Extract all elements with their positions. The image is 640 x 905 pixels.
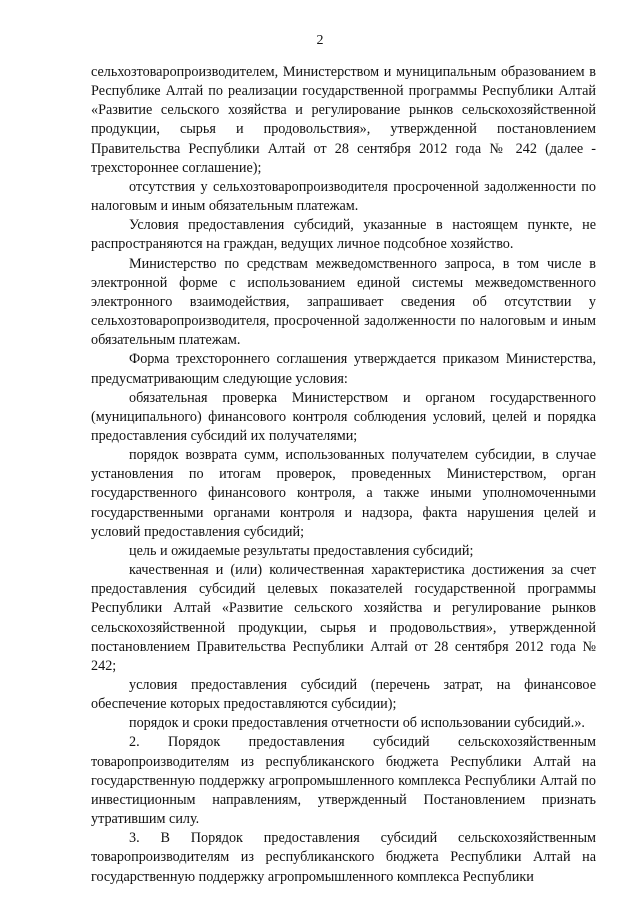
paragraph: качественная и (или) количественная характеристика достижения за счет предоставления субсидий целевых показателей государственной программы Республики Алтай «Развитие сельского хозяйства и регулирование рынков сельскохозяйственной продукции, сырья и продовольствия», утвержденной постановлением Правительства Республики Алтай от 28 сентября 2012 года № 242; [91,562,596,674]
paragraph: Министерство по средствам межведомственного запроса, в том числе в электронной форме с использованием единой системы межведомственного электронного взаимодействия, запрашивает сведения об отсутствии у сельхозтоваропроизводителя, просроченной задолженности по налоговым и иным обязательным платежам. [91,255,596,349]
paragraph: обязательная проверка Министерством и органом государственного (муниципального) финансового контроля соблюдения условий, целей и порядка предоставления субсидий их получателями; [91,389,596,444]
paragraph: Условия предоставления субсидий, указанные в настоящем пункте, не распространяются на граждан, ведущих личное подсобное хозяйство. [91,217,596,253]
document-body [91,63,596,887]
paragraph: сельхозтоваропроизводителем, Министерством и муниципальным образованием в Республике Алтай по реализации государственной программы Республики Алтай «Развитие сельского хозяйства и регулирование рынков сельскохозяйственной продукции, сырья и продовольствия», утвержденной постановлением Правительства Республики Алтай от 28 сентября 2012 года № 242 (далее - трехстороннее соглашение); [91,64,596,176]
paragraph: условия предоставления субсидий (перечень затрат, на финансовое обеспечение которых предоставляются субсидии); [91,677,596,713]
paragraph: Форма трехстороннего соглашения утверждается приказом Министерства, предусматривающим следующие условия: [91,351,596,387]
paragraph: цель и ожидаемые результаты предоставления субсидий; [129,542,474,559]
paragraph: отсутствия у сельхозтоваропроизводителя просроченной задолженности по налоговым и иным обязательным платежам. [91,178,596,215]
paragraph: порядок и сроки предоставления отчетности об использовании субсидий.». [129,715,585,732]
paragraph: 2. Порядок предоставления субсидий сельскохозяйственным товаропроизводителям из республиканского бюджета Республики Алтай на государственную поддержку агропромышленного комплекса Республики Алтай по инвестиционным направлениям, утвержденный Постановлением признать утратившим силу. [91,734,596,828]
paragraph: 3. В Порядок предоставления субсидий сельскохозяйственным товаропроизводителям из республиканского бюджета Республики Алтай на государственную поддержку агропромышленного комплекса Республики [91,830,596,885]
paragraph: порядок возврата сумм, использованных получателем субсидии, в случае установления по итогам проверок, проведенных Министерством, орган государственного финансового контроля, а также иными уполномоченными государственными органами контроля и надзора, факта нарушения целей и условий предоставления субсидий; [91,447,596,540]
page-number: 2 [316,33,324,48]
